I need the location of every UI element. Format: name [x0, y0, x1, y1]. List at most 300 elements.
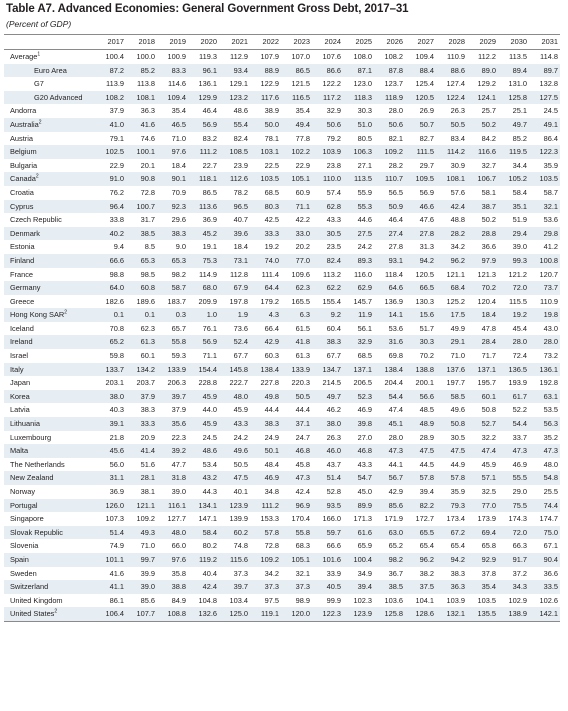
table-row: [4, 526, 560, 540]
value-cell: 78.2: [233, 187, 248, 197]
value-cell: 35.6: [157, 417, 188, 431]
value-cell: 36.3: [436, 580, 467, 594]
value-cell: 35.1: [498, 200, 529, 214]
value-cell: 122.9: [260, 79, 279, 89]
value-cell: 133.9: [281, 363, 312, 377]
value-cell: 100.8: [529, 254, 560, 268]
value-cell: 28.8: [467, 227, 498, 241]
economy-name: Japan: [10, 378, 31, 388]
value-cell: 90.4: [529, 553, 560, 567]
value-cell: 65.2: [388, 541, 403, 551]
value-cell: 61.3: [126, 335, 157, 349]
footnote-marker: 2: [38, 119, 42, 126]
value-cell: 45.9: [481, 459, 496, 469]
value-cell: 122.4: [436, 91, 467, 105]
value-cell: 120.7: [539, 269, 558, 279]
value-cell: 37.9: [109, 106, 124, 116]
value-cell: 121.2: [508, 269, 527, 279]
value-cell: 58.7: [157, 281, 188, 295]
value-cell: 195.7: [477, 378, 496, 388]
value-cell: 55.5: [498, 471, 529, 485]
value-cell: 102.6: [539, 595, 558, 605]
value-cell: 65.7: [171, 323, 186, 333]
value-cell: 65.9: [357, 541, 372, 551]
value-cell: 89.0: [467, 64, 498, 78]
value-cell: 100.1: [126, 145, 157, 159]
row-label: [4, 526, 95, 540]
value-cell: 86.4: [543, 133, 558, 143]
value-cell: 60.1: [467, 390, 498, 404]
value-cell: 47.4: [467, 444, 498, 458]
value-cell: 115.6: [219, 553, 250, 567]
value-cell: 82.4: [312, 254, 343, 268]
value-cell: 30.5: [312, 227, 343, 241]
value-cell: 132.1: [436, 607, 467, 621]
value-cell: 27.5: [343, 227, 374, 241]
economy-name: Australia: [10, 119, 39, 129]
value-cell: 53.5: [543, 405, 558, 415]
economy-name: Belgium: [10, 147, 37, 157]
value-cell: 125.4: [415, 79, 434, 89]
value-cell: 65.3: [157, 254, 188, 268]
value-cell: 103.9: [312, 145, 343, 159]
value-cell: 109.2: [136, 514, 155, 524]
value-cell: 203.1: [105, 378, 124, 388]
value-cell: 102.9: [508, 595, 527, 605]
value-cell: 44.9: [450, 459, 465, 469]
value-cell: 170.4: [291, 514, 310, 524]
value-cell: 101.1: [95, 553, 126, 567]
value-cell: 103.4: [229, 595, 248, 605]
value-cell: 29.4: [498, 227, 529, 241]
table-row: [4, 64, 560, 78]
value-cell: 68.4: [436, 281, 467, 295]
value-cell: 43.2: [188, 471, 219, 485]
value-cell: 38.3: [140, 405, 155, 415]
value-cell: 20.2: [295, 242, 310, 252]
value-cell: 39.7: [219, 580, 250, 594]
value-cell: 103.5: [477, 595, 496, 605]
table-row: [4, 607, 560, 621]
value-cell: 110.7: [374, 172, 405, 186]
table-row: [4, 335, 560, 349]
economy-name: Korea: [10, 391, 30, 401]
value-cell: 109.4: [157, 91, 188, 105]
value-cell: 23.8: [326, 160, 341, 170]
value-cell: 204.4: [384, 378, 403, 388]
value-cell: 48.0: [157, 526, 188, 540]
value-cell: 47.3: [529, 444, 560, 458]
economy-name: Portugal: [10, 500, 38, 510]
year-header: 2026: [374, 35, 405, 50]
economy-name: Slovenia: [10, 541, 39, 551]
value-cell: 37.8: [481, 568, 496, 578]
value-cell: 36.7: [388, 568, 403, 578]
value-cell: 56.3: [529, 417, 560, 431]
value-cell: 44.5: [419, 459, 434, 469]
value-cell: 18.4: [467, 308, 498, 322]
value-cell: 19.2: [498, 308, 529, 322]
value-cell: 123.2: [219, 91, 250, 105]
economy-name: Czech Republic: [10, 215, 62, 225]
row-label: [4, 363, 95, 377]
value-cell: 39.4: [419, 487, 434, 496]
value-cell: 47.3: [498, 444, 529, 458]
value-cell: 80.3: [250, 200, 281, 214]
economy-name: Estonia: [10, 242, 35, 252]
value-cell: 58.1: [481, 187, 496, 197]
value-cell: 114.2: [436, 145, 467, 159]
value-cell: 87.2: [95, 64, 126, 78]
value-cell: 44.1: [388, 459, 403, 469]
value-cell: 55.9: [357, 187, 372, 197]
value-cell: 113.8: [137, 79, 155, 89]
value-cell: 116.0: [354, 269, 372, 279]
value-cell: 29.6: [171, 215, 186, 225]
value-cell: 125.8: [498, 91, 529, 105]
value-cell: 9.4: [113, 242, 124, 252]
year-header: 2029: [467, 35, 498, 50]
value-cell: 103.5: [529, 172, 560, 186]
value-cell: 58.7: [543, 187, 558, 197]
row-label: [4, 200, 95, 214]
economy-name: Malta: [10, 446, 29, 456]
value-cell: 56.9: [188, 118, 219, 132]
value-cell: 49.4: [281, 118, 312, 132]
value-cell: 139.9: [229, 514, 248, 524]
value-cell: 89.4: [498, 64, 529, 78]
value-cell: 179.2: [260, 296, 279, 306]
value-cell: 74.4: [529, 499, 560, 513]
value-cell: 57.8: [405, 471, 436, 485]
value-cell: 86.6: [312, 64, 343, 78]
value-cell: 47.6: [419, 215, 434, 225]
value-cell: 46.9: [357, 405, 372, 415]
value-cell: 39.8: [343, 417, 374, 431]
value-cell: 45.9: [188, 417, 219, 431]
value-cell: 4.3: [250, 308, 281, 322]
value-cell: 58.4: [188, 526, 219, 540]
value-cell: 135.5: [467, 607, 498, 621]
value-cell: 39.6: [219, 227, 250, 241]
value-cell: 62.3: [281, 281, 312, 295]
value-cell: 34.3: [498, 580, 529, 594]
value-cell: 122.3: [312, 607, 343, 621]
row-label: [4, 376, 95, 390]
value-cell: 89.3: [343, 254, 374, 268]
value-cell: 52.8: [326, 487, 341, 496]
value-cell: 120.5: [415, 269, 434, 279]
value-cell: 120.4: [477, 296, 496, 306]
value-cell: 38.3: [312, 335, 343, 349]
value-cell: 23.5: [326, 242, 341, 252]
value-cell: 48.0: [543, 459, 558, 469]
value-cell: 121.3: [477, 269, 496, 279]
value-cell: 74.6: [140, 133, 155, 143]
value-cell: 130.3: [415, 296, 434, 306]
value-cell: 68.5: [264, 187, 279, 197]
value-cell: 47.5: [219, 471, 250, 485]
value-cell: 123.7: [384, 79, 403, 89]
value-cell: 73.1: [219, 254, 250, 268]
value-cell: 220.3: [291, 378, 310, 388]
value-cell: 70.9: [171, 187, 186, 197]
year-header: 2027: [405, 35, 436, 50]
value-cell: 50.8: [481, 405, 496, 415]
value-cell: 134.1: [188, 499, 219, 513]
value-cell: 65.3: [126, 254, 157, 268]
row-label: [4, 580, 95, 594]
value-cell: 125.2: [446, 296, 465, 306]
value-cell: 37.1: [281, 417, 312, 431]
economy-name: Austria: [10, 133, 34, 143]
table-row: [4, 132, 560, 146]
value-cell: 93.4: [219, 64, 250, 78]
value-cell: 23.9: [233, 160, 248, 170]
value-cell: 129.9: [188, 91, 219, 105]
value-cell: 94.2: [436, 553, 467, 567]
year-header: 2018: [126, 35, 157, 50]
value-cell: 38.3: [157, 227, 188, 241]
value-cell: 73.6: [233, 323, 248, 333]
value-cell: 90.8: [126, 172, 157, 186]
value-cell: 113.9: [106, 79, 124, 89]
row-label: [4, 417, 95, 431]
table-row: [4, 186, 560, 200]
row-label: [4, 471, 95, 485]
value-cell: 51.4: [312, 471, 343, 485]
value-cell: 118.1: [188, 172, 219, 186]
value-cell: 40.7: [233, 215, 248, 225]
value-cell: 49.7: [498, 118, 529, 132]
value-cell: 129.1: [229, 79, 248, 89]
value-cell: 50.7: [405, 118, 436, 132]
year-header: 2017: [95, 35, 126, 50]
value-cell: 172.7: [415, 514, 434, 524]
row-label: [4, 77, 95, 91]
value-cell: 51.9: [512, 215, 527, 225]
value-cell: 103.9: [446, 595, 465, 605]
value-cell: 45.4: [512, 323, 527, 333]
value-cell: 49.8: [250, 390, 281, 404]
value-cell: 49.3: [126, 526, 157, 540]
value-cell: 107.9: [260, 52, 279, 61]
value-cell: 132.6: [188, 607, 219, 621]
value-cell: 84.9: [171, 595, 186, 605]
row-label: [4, 240, 95, 254]
value-cell: 100.9: [167, 52, 186, 61]
value-cell: 55.8: [157, 335, 188, 349]
row-label: [4, 118, 95, 132]
value-cell: 51.0: [343, 118, 374, 132]
value-cell: 38.2: [419, 568, 434, 578]
value-cell: 36.9: [202, 215, 217, 225]
value-cell: 96.2: [436, 254, 467, 268]
value-cell: 74.8: [233, 541, 248, 551]
value-cell: 133.7: [95, 363, 126, 377]
economy-name: Croatia: [10, 187, 34, 197]
value-cell: 108.8: [157, 607, 188, 621]
value-cell: 138.8: [405, 363, 436, 377]
value-cell: 42.5: [264, 215, 279, 225]
value-cell: 37.5: [405, 580, 436, 594]
value-cell: 11.9: [343, 308, 374, 322]
value-cell: 75.5: [498, 499, 529, 513]
value-cell: 82.2: [405, 499, 436, 513]
value-cell: 14.1: [374, 308, 405, 322]
value-cell: 55.8: [281, 526, 312, 540]
value-cell: 222.7: [229, 378, 248, 388]
value-cell: 127.4: [446, 79, 465, 89]
year-header: 2024: [312, 35, 343, 50]
value-cell: 56.1: [357, 323, 372, 333]
value-cell: 71.1: [202, 351, 217, 361]
value-cell: 29.1: [436, 335, 467, 349]
value-cell: 105.1: [281, 553, 312, 567]
value-cell: 24.2: [233, 432, 248, 442]
value-cell: 37.3: [233, 568, 248, 578]
value-cell: 33.0: [281, 227, 312, 241]
value-cell: 138.4: [250, 363, 281, 377]
value-cell: 72.0: [498, 281, 529, 295]
year-header: 2030: [498, 35, 529, 50]
value-cell: 24.9: [264, 432, 279, 442]
value-cell: 34.9: [357, 568, 372, 578]
value-cell: 125.8: [374, 607, 405, 621]
value-cell: 89.7: [529, 64, 560, 78]
year-header: 2023: [281, 35, 312, 50]
value-cell: 39.9: [140, 568, 155, 578]
table-row: [4, 308, 560, 322]
value-cell: 126.0: [95, 499, 126, 513]
value-cell: 46.8: [343, 444, 374, 458]
value-cell: 40.3: [109, 405, 124, 415]
value-cell: 122.3: [529, 145, 560, 159]
value-cell: 92.9: [467, 553, 498, 567]
value-cell: 114.6: [168, 79, 186, 89]
value-cell: 106.3: [343, 145, 374, 159]
table-row: [4, 50, 560, 64]
value-cell: 119.2: [188, 553, 219, 567]
table-row: [4, 539, 560, 553]
value-cell: 33.3: [250, 227, 281, 241]
value-cell: 30.3: [357, 106, 372, 116]
value-cell: 22.9: [295, 160, 310, 170]
value-cell: 75.3: [188, 254, 219, 268]
value-cell: 42.4: [188, 580, 219, 594]
value-cell: 60.1: [140, 351, 155, 361]
economy-name: Average: [10, 52, 38, 61]
value-cell: 56.9: [419, 187, 434, 197]
value-cell: 33.3: [126, 417, 157, 431]
value-cell: 113.5: [343, 172, 374, 186]
value-cell: 57.6: [450, 187, 465, 197]
value-cell: 38.1: [140, 487, 155, 496]
value-cell: 33.8: [109, 215, 124, 225]
value-cell: 82.1: [388, 133, 403, 143]
economy-name: The Netherlands: [10, 459, 65, 469]
economy-name: Andorra: [10, 106, 37, 116]
value-cell: 8.5: [144, 242, 155, 252]
table-row: [4, 77, 560, 91]
value-cell: 60.9: [295, 187, 310, 197]
value-cell: 112.2: [478, 52, 496, 61]
value-cell: 96.5: [219, 200, 250, 214]
value-cell: 0.1: [95, 308, 126, 322]
year-header: 2019: [157, 35, 188, 50]
row-label: [4, 349, 95, 363]
value-cell: 9.2: [312, 308, 343, 322]
value-cell: 121.5: [291, 79, 310, 89]
value-cell: 60.8: [126, 281, 157, 295]
value-cell: 121.1: [126, 499, 157, 513]
year-header: 2025: [343, 35, 374, 50]
value-cell: 115.5: [509, 296, 527, 306]
value-cell: 89.9: [343, 499, 374, 513]
value-cell: 55.4: [219, 118, 250, 132]
value-cell: 116.1: [157, 499, 188, 513]
value-cell: 124.1: [467, 91, 498, 105]
value-cell: 100.7: [126, 200, 157, 214]
value-cell: 97.9: [467, 254, 498, 268]
value-cell: 74.9: [109, 541, 124, 551]
value-cell: 99.9: [326, 595, 341, 605]
value-cell: 36.6: [481, 242, 496, 252]
row-label: [4, 403, 95, 417]
value-cell: 56.0: [109, 459, 124, 469]
value-cell: 182.6: [105, 296, 124, 306]
value-cell: 28.1: [126, 471, 157, 485]
row-label: [4, 281, 95, 295]
value-cell: 36.3: [140, 106, 155, 116]
value-cell: 0.3: [157, 308, 188, 322]
value-cell: 70.2: [467, 281, 498, 295]
table-row: [4, 281, 560, 295]
value-cell: 50.2: [481, 215, 496, 225]
value-cell: 77.8: [295, 133, 310, 143]
year-header: 2020: [188, 35, 219, 50]
value-cell: 22.9: [109, 160, 124, 170]
value-cell: 41.6: [109, 568, 124, 578]
value-cell: 66.6: [95, 254, 126, 268]
value-cell: 32.5: [481, 487, 496, 496]
row-label: [4, 91, 95, 105]
value-cell: 76.1: [202, 323, 217, 333]
value-cell: 46.4: [388, 215, 403, 225]
value-cell: 40.5: [312, 580, 343, 594]
value-cell: 83.2: [202, 133, 217, 143]
row-label: [4, 227, 95, 241]
value-cell: 45.2: [188, 227, 219, 241]
row-label: [4, 444, 95, 458]
value-cell: 51.4: [95, 526, 126, 540]
value-cell: 50.6: [312, 118, 343, 132]
value-cell: 28.2: [388, 160, 403, 170]
table-row: [4, 390, 560, 404]
value-cell: 131.0: [508, 79, 527, 89]
row-label: [4, 104, 95, 118]
value-cell: 173.9: [477, 514, 496, 524]
value-cell: 28.0: [529, 335, 560, 349]
value-cell: 67.9: [219, 281, 250, 295]
value-cell: 155.4: [322, 296, 341, 306]
value-cell: 28.0: [498, 335, 529, 349]
value-cell: 72.8: [264, 541, 279, 551]
value-cell: 47.3: [281, 471, 312, 485]
value-cell: 102.2: [281, 145, 312, 159]
row-label: [4, 485, 95, 499]
value-cell: 102.3: [353, 595, 372, 605]
